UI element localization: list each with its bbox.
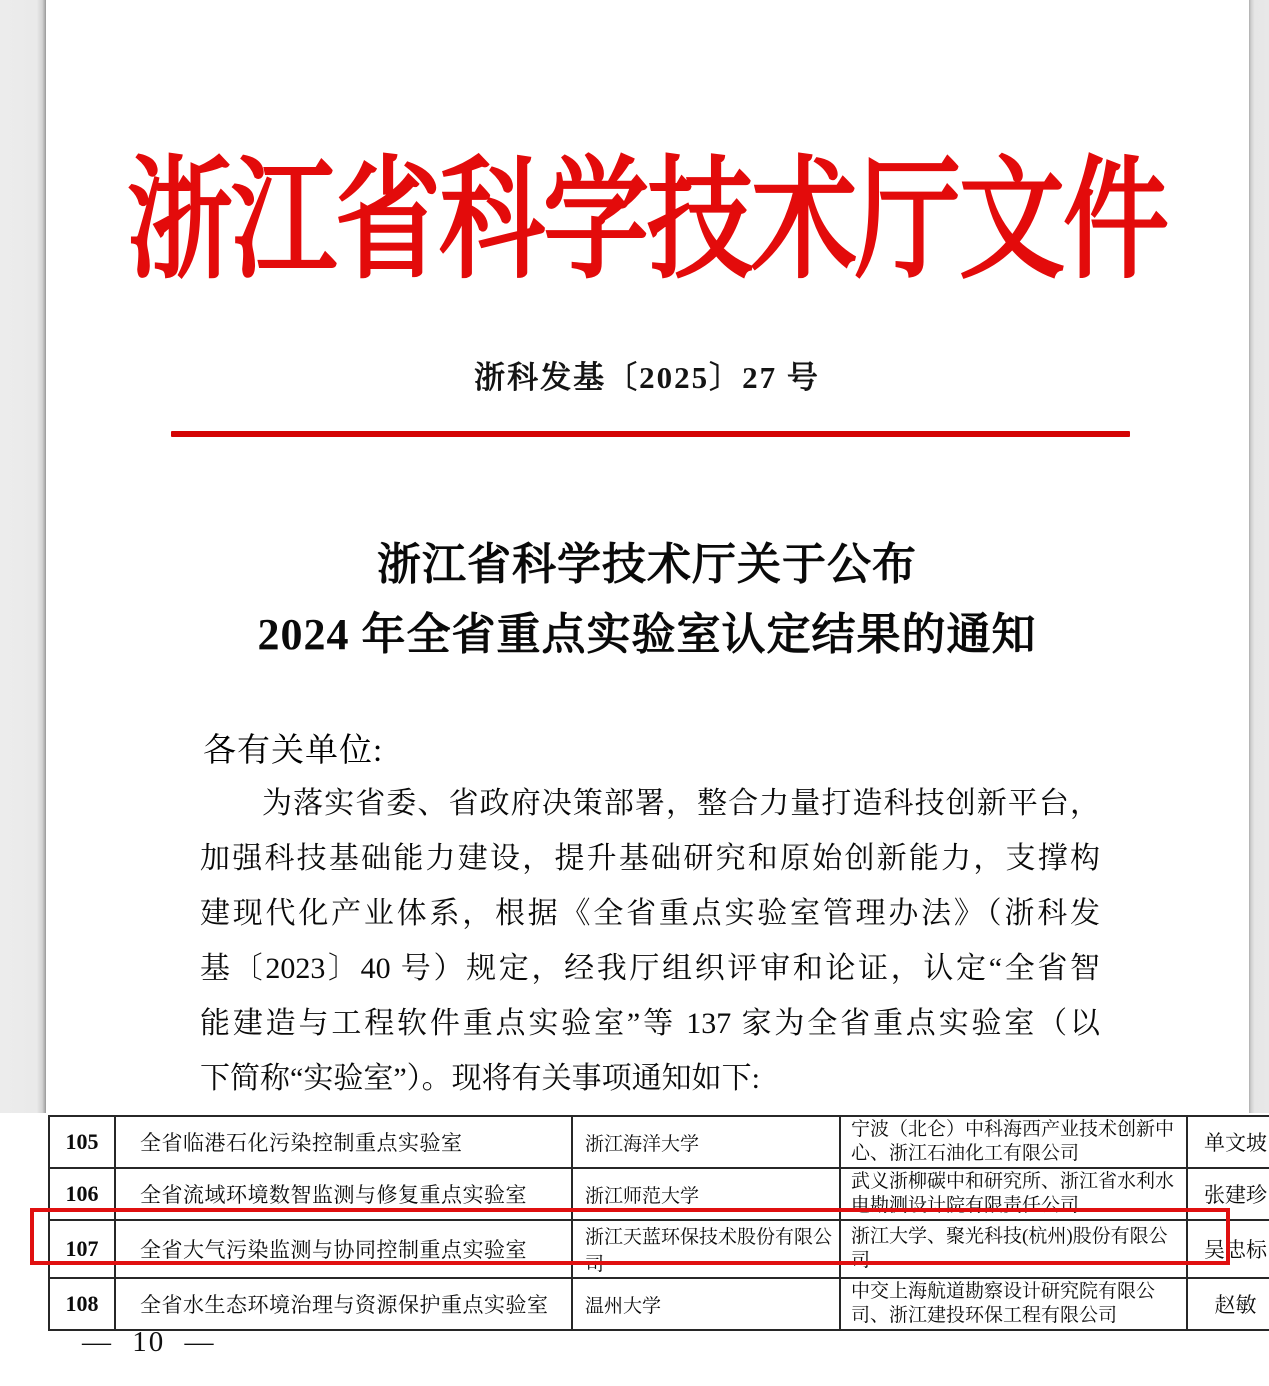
table-row-105 bbox=[49, 1116, 1269, 1168]
cell-person: 赵敏 bbox=[1187, 1278, 1269, 1330]
page-right-edge bbox=[1249, 0, 1269, 1113]
row-107-red-highlight-box bbox=[30, 1208, 1230, 1265]
cell-institution: 浙江天蓝环保技术股份有限公司 bbox=[572, 1220, 840, 1278]
cell-institution: 浙江师范大学 bbox=[572, 1168, 840, 1220]
document-number: 浙科发基〔2025〕27 号 bbox=[474, 360, 820, 395]
cell-row-number: 106 bbox=[49, 1168, 115, 1220]
cell-lab-name: 全省流域环境数智监测与修复重点实验室 bbox=[115, 1168, 572, 1220]
table-row-108 bbox=[49, 1278, 1269, 1330]
salutation: 各有关单位: bbox=[203, 733, 384, 769]
body-line: 为落实省委、省政府决策部署，整合力量打造科技创新平台， bbox=[262, 787, 1100, 820]
cell-lab-name: 全省大气污染监测与协同控制重点实验室 bbox=[115, 1220, 572, 1278]
page-left-edge bbox=[0, 0, 46, 1113]
cell-row-number: 105 bbox=[49, 1116, 115, 1168]
cell-institution: 浙江海洋大学 bbox=[572, 1116, 840, 1168]
cell-partners: 宁波（北仑）中科海西产业技术创新中心、浙江石油化工有限公司 bbox=[840, 1116, 1187, 1168]
body-line: 下简称“实验室”）。现将有关事项通知如下: bbox=[200, 1062, 760, 1095]
cell-partners: 中交上海航道勘察设计研究院有限公司、浙江建投环保工程有限公司 bbox=[840, 1278, 1187, 1330]
letterhead-red-rule bbox=[171, 431, 1130, 437]
cell-person: 单文坡 bbox=[1187, 1116, 1269, 1168]
cell-person: 张建珍 bbox=[1187, 1168, 1269, 1220]
body-line: 能建造与工程软件重点实验室”等 137 家为全省重点实验室（以 bbox=[200, 1007, 1100, 1040]
cell-institution: 温州大学 bbox=[572, 1278, 840, 1330]
letterhead-title: 浙江省科学技术厅文件 bbox=[127, 148, 1167, 295]
notice-title-line2: 2024 年全省重点实验室认定结果的通知 bbox=[257, 610, 1037, 659]
page-number: — 10 — bbox=[82, 1326, 216, 1358]
body-line: 建现代化产业体系，根据《全省重点实验室管理办法》（浙科发 bbox=[200, 897, 1100, 930]
body-line: 加强科技基础能力建设，提升基础研究和原始创新能力，支撑构 bbox=[200, 842, 1100, 875]
cell-row-number: 107 bbox=[49, 1220, 115, 1278]
cell-partners: 武义浙柳碳中和研究所、浙江省水利水电勘测设计院有限责任公司 bbox=[840, 1168, 1187, 1220]
cell-row-number: 108 bbox=[49, 1278, 115, 1330]
cell-lab-name: 全省水生态环境治理与资源保护重点实验室 bbox=[115, 1278, 572, 1330]
cell-lab-name: 全省临港石化污染控制重点实验室 bbox=[115, 1116, 572, 1168]
body-paragraph bbox=[200, 779, 1100, 1109]
notice-title-line1: 浙江省科学技术厅关于公布 bbox=[377, 540, 917, 589]
cell-partners: 浙江大学、聚光科技(杭州)股份有限公司 bbox=[840, 1220, 1187, 1278]
body-line: 基〔2023〕40 号）规定，经我厅组织评审和论证，认定“全省智 bbox=[200, 952, 1100, 985]
cell-person: 吴忠标 bbox=[1187, 1220, 1269, 1278]
